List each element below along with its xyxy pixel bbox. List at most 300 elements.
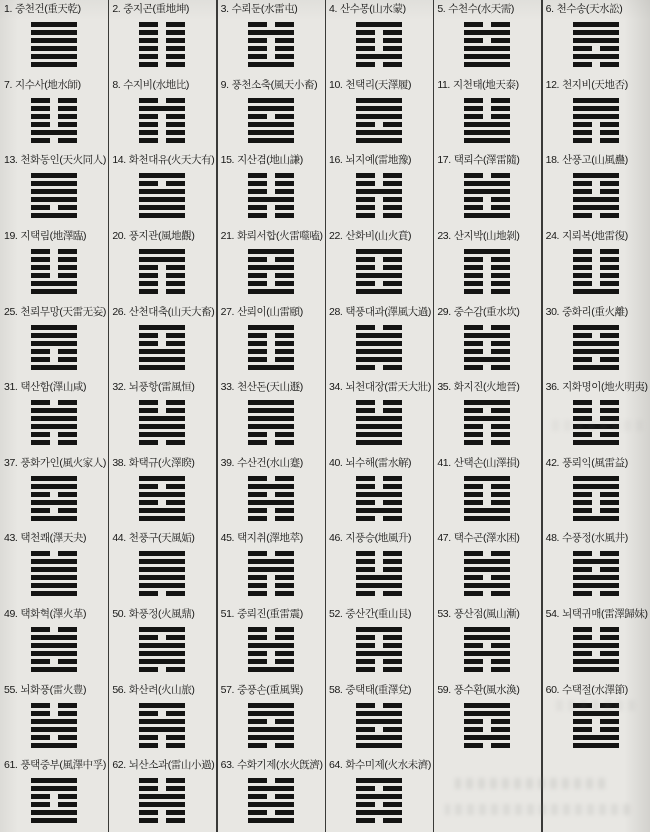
yin-line	[248, 333, 294, 338]
hexagram-number: 6.	[545, 3, 554, 15]
yang-line	[573, 54, 619, 59]
hexagram-figure	[573, 400, 619, 445]
yang-line	[31, 818, 77, 823]
yang-line	[464, 130, 510, 135]
yang-line	[464, 181, 510, 186]
yang-line	[31, 516, 77, 521]
yang-line	[464, 476, 510, 481]
hexagram-label	[108, 227, 216, 242]
yang-line	[356, 424, 402, 429]
yang-line	[356, 349, 402, 354]
yang-line	[356, 249, 402, 254]
hexagram-cell	[542, 605, 650, 681]
yin-line	[356, 476, 402, 481]
hexagram-cell	[0, 681, 108, 757]
hexagram-figure	[464, 22, 510, 67]
yin-line	[139, 54, 185, 59]
hexagram-label	[325, 529, 433, 544]
yin-line	[356, 551, 402, 556]
hexagram-figure	[139, 703, 185, 748]
hexagram-cell	[325, 76, 433, 152]
yin-line	[248, 659, 294, 664]
hexagram-label	[108, 756, 216, 771]
hexagram-name: 화산려(火山旅)	[128, 683, 195, 696]
hexagram-cell	[433, 454, 541, 530]
hexagram-label	[433, 76, 541, 91]
yang-line	[573, 440, 619, 445]
yang-line	[139, 794, 185, 799]
hexagram-label	[0, 756, 108, 771]
yang-line	[248, 325, 294, 330]
hexagram-number: 13.	[4, 154, 18, 167]
hexagram-figure	[464, 173, 510, 218]
yang-line	[248, 818, 294, 823]
hexagram-cell	[542, 303, 650, 379]
yang-line	[356, 98, 402, 103]
yin-line	[464, 106, 510, 111]
yin-line	[31, 98, 77, 103]
hexagram-figure	[31, 173, 77, 218]
yang-line	[31, 365, 77, 370]
yin-line	[139, 22, 185, 27]
yang-line	[139, 643, 185, 648]
yin-line	[139, 273, 185, 278]
yang-line	[139, 627, 185, 632]
yin-line	[356, 818, 402, 823]
yang-line	[464, 213, 510, 218]
yang-line	[464, 249, 510, 254]
hexagram-cell	[433, 227, 541, 303]
hexagram-figure	[356, 703, 402, 748]
hexagram-figure	[139, 400, 185, 445]
hexagram-number: 45.	[220, 532, 235, 545]
yang-line	[356, 575, 402, 580]
yang-line	[248, 735, 294, 740]
yin-line	[248, 516, 294, 521]
yang-line	[356, 719, 402, 724]
yin-line	[573, 508, 619, 513]
yin-line	[248, 257, 294, 262]
yang-line	[464, 416, 510, 421]
yin-line	[139, 341, 185, 346]
hexagram-number: 57.	[220, 683, 235, 696]
yang-line	[356, 651, 402, 656]
hexagram-figure	[31, 325, 77, 370]
hexagram-cell	[217, 454, 325, 530]
hexagram-number: 18.	[545, 154, 560, 167]
hexagram-name: 중화리(重火離)	[562, 305, 628, 318]
hexagram-name: 풍화가인(風火家人)	[20, 456, 106, 469]
yang-line	[573, 365, 619, 370]
yin-line	[356, 181, 402, 186]
hexagram-figure	[139, 173, 185, 218]
yang-line	[31, 197, 77, 202]
hexagram-figure	[356, 778, 402, 823]
hexagram-label	[0, 681, 108, 696]
hexagram-cell	[108, 151, 216, 227]
yang-line	[139, 727, 185, 732]
hexagram-figure	[573, 476, 619, 521]
yin-line	[356, 567, 402, 572]
hexagram-number: 46.	[329, 532, 343, 545]
hexagram-number: 7.	[4, 78, 12, 91]
column-divider	[541, 0, 543, 832]
yang-line	[31, 333, 77, 338]
hexagram-cell	[0, 0, 108, 76]
hexagram-cell	[0, 454, 108, 530]
yin-line	[573, 567, 619, 572]
yin-line	[248, 181, 294, 186]
hexagram-cell	[542, 378, 650, 454]
yin-line	[139, 281, 185, 286]
yin-line	[248, 440, 294, 445]
yin-line	[139, 265, 185, 270]
yang-line	[573, 325, 619, 330]
yin-line	[464, 719, 510, 724]
hexagram-number: 12.	[545, 78, 560, 91]
yin-line	[31, 205, 77, 210]
hexagram-number: 43.	[4, 532, 18, 545]
hexagram-label	[108, 76, 216, 91]
yin-line	[31, 440, 77, 445]
hexagram-name: 택지취(澤地萃)	[237, 532, 303, 545]
hexagram-name: 산풍고(山風蠱)	[562, 154, 628, 167]
yin-line	[356, 257, 402, 262]
yang-line	[356, 627, 402, 632]
hexagram-name: 수산건(水山蹇)	[237, 456, 303, 469]
yang-line	[31, 778, 77, 783]
hexagram-figure	[573, 627, 619, 672]
hexagram-number: 4.	[329, 3, 337, 15]
yang-line	[464, 559, 510, 564]
hexagram-name: 택뢰수(澤雷隨)	[453, 154, 520, 167]
yang-line	[573, 643, 619, 648]
yin-line	[464, 38, 510, 43]
yang-line	[139, 365, 185, 370]
yin-line	[464, 197, 510, 202]
yang-line	[31, 583, 77, 588]
hexagram-number: 60.	[545, 683, 560, 696]
hexagram-number: 25.	[4, 305, 18, 318]
hexagram-cell	[108, 303, 216, 379]
hexagram-label	[542, 227, 650, 242]
hexagram-cell	[325, 529, 433, 605]
hexagram-label	[542, 378, 650, 393]
yang-line	[464, 703, 510, 708]
yin-line	[31, 551, 77, 556]
hexagram-number: 56.	[112, 683, 126, 696]
yin-line	[248, 476, 294, 481]
yang-line	[31, 416, 77, 421]
yang-line	[464, 30, 510, 35]
yin-line	[464, 492, 510, 497]
yang-line	[573, 424, 619, 429]
hexagram-label	[325, 605, 433, 620]
hexagram-number: 44.	[112, 532, 126, 545]
yin-line	[31, 492, 77, 497]
hexagram-number: 1.	[4, 3, 12, 15]
yin-line	[248, 114, 294, 119]
hexagram-name: 화뢰서합(火雷噬嗑)	[237, 229, 323, 242]
hexagram-number: 50.	[112, 608, 126, 621]
yin-line	[31, 273, 77, 278]
yin-line	[356, 703, 402, 708]
yang-line	[464, 400, 510, 405]
yin-line	[573, 333, 619, 338]
yang-line	[139, 559, 185, 564]
hexagram-name: 뇌풍항(雷風恒)	[128, 381, 195, 394]
yang-line	[573, 341, 619, 346]
yin-line	[464, 349, 510, 354]
hexagram-number: 33.	[220, 381, 235, 394]
yin-line	[31, 400, 77, 405]
hexagram-name: 풍택중부(風澤中孚)	[20, 759, 106, 772]
yang-line	[31, 635, 77, 640]
yin-line	[464, 643, 510, 648]
yin-line	[573, 249, 619, 254]
hexagram-name: 지택림(地澤臨)	[20, 229, 87, 242]
yin-line	[31, 659, 77, 664]
yin-line	[248, 719, 294, 724]
yin-line	[573, 416, 619, 421]
yin-line	[464, 98, 510, 103]
hexagram-cell	[433, 303, 541, 379]
yin-line	[573, 400, 619, 405]
yin-line	[248, 583, 294, 588]
hexagram-label	[0, 529, 108, 544]
hexagram-cell	[542, 681, 650, 757]
yang-line	[31, 181, 77, 186]
yin-line	[464, 273, 510, 278]
hexagram-name: 지화명이(地火明夷)	[562, 381, 648, 394]
yin-line	[139, 786, 185, 791]
hexagram-name: 뇌택귀매(雷澤歸妹)	[562, 608, 648, 621]
yang-line	[248, 416, 294, 421]
hexagram-figure	[464, 476, 510, 521]
yang-line	[573, 38, 619, 43]
hexagram-name: 수지비(水地比)	[123, 78, 190, 91]
hexagram-label	[0, 76, 108, 91]
hexagram-cell	[217, 76, 325, 152]
yang-line	[139, 651, 185, 656]
yin-line	[139, 98, 185, 103]
hexagram-label	[217, 151, 325, 166]
yang-line	[573, 743, 619, 748]
yang-line	[139, 492, 185, 497]
yang-line	[356, 735, 402, 740]
yang-line	[464, 46, 510, 51]
yang-line	[464, 54, 510, 59]
yin-line	[573, 408, 619, 413]
hexagram-number: 64.	[329, 759, 343, 772]
yang-line	[248, 786, 294, 791]
yin-line	[573, 651, 619, 656]
yang-line	[31, 727, 77, 732]
hexagram-figure	[464, 98, 510, 143]
hexagram-label	[325, 0, 433, 15]
column-divider	[108, 0, 110, 832]
hexagram-number: 29.	[437, 305, 451, 318]
hexagram-figure	[573, 173, 619, 218]
yin-line	[573, 46, 619, 51]
yin-line	[139, 114, 185, 119]
hexagram-cell	[108, 76, 216, 152]
yin-line	[356, 62, 402, 67]
yang-line	[248, 559, 294, 564]
yin-line	[139, 62, 185, 67]
yang-line	[356, 440, 402, 445]
yang-line	[31, 476, 77, 481]
yin-line	[139, 818, 185, 823]
hexagram-number: 49.	[4, 608, 18, 621]
hexagram-label	[217, 76, 325, 91]
yang-line	[573, 735, 619, 740]
hexagram-number: 23.	[437, 229, 451, 242]
yin-line	[356, 559, 402, 564]
hexagram-figure	[248, 98, 294, 143]
hexagram-label	[542, 681, 650, 696]
hexagram-cell	[0, 756, 108, 832]
yin-line	[573, 273, 619, 278]
yang-line	[356, 289, 402, 294]
yin-line	[31, 114, 77, 119]
yang-line	[31, 62, 77, 67]
hexagram-number: 36.	[545, 381, 560, 394]
yin-line	[464, 727, 510, 732]
yang-line	[356, 743, 402, 748]
yin-line	[139, 484, 185, 489]
hexagram-label	[542, 529, 650, 544]
hexagram-cell	[0, 151, 108, 227]
yin-line	[573, 130, 619, 135]
yin-line	[139, 711, 185, 716]
yang-line	[31, 189, 77, 194]
yang-line	[139, 575, 185, 580]
yin-line	[31, 627, 77, 632]
yang-line	[248, 265, 294, 270]
hexagram-name: 풍지관(風地觀)	[128, 229, 195, 242]
hexagram-label	[433, 454, 541, 469]
yin-line	[248, 651, 294, 656]
hexagram-label	[542, 151, 650, 166]
yin-line	[573, 492, 619, 497]
yang-line	[248, 289, 294, 294]
hexagram-number: 39.	[220, 456, 235, 469]
yin-line	[356, 516, 402, 521]
hexagram-name: 택화혁(澤火革)	[20, 608, 87, 621]
hexagram-figure	[248, 778, 294, 823]
yang-line	[248, 500, 294, 505]
hexagram-figure	[31, 627, 77, 672]
yin-line	[248, 627, 294, 632]
yang-line	[248, 98, 294, 103]
hexagram-number: 16.	[329, 154, 343, 167]
yang-line	[464, 189, 510, 194]
yin-line	[464, 281, 510, 286]
hexagram-cell	[325, 378, 433, 454]
yin-line	[248, 341, 294, 346]
hexagram-number: 48.	[545, 532, 560, 545]
hexagram-name: 뇌산소과(雷山小過)	[128, 759, 215, 772]
hexagram-label	[217, 529, 325, 544]
yang-line	[31, 810, 77, 815]
yang-line	[248, 400, 294, 405]
yang-line	[248, 408, 294, 413]
hexagram-figure	[248, 476, 294, 521]
yang-line	[31, 325, 77, 330]
hexagram-cell	[433, 0, 541, 76]
hexagram-figure	[248, 627, 294, 672]
yang-line	[573, 98, 619, 103]
yang-line	[356, 22, 402, 27]
hexagram-figure	[356, 400, 402, 445]
yang-line	[464, 516, 510, 521]
yin-line	[464, 265, 510, 270]
hexagram-name: 천화동인(天火同人)	[20, 154, 106, 167]
yang-line	[139, 205, 185, 210]
yang-line	[248, 30, 294, 35]
hexagram-name: 산택손(山澤損)	[453, 456, 520, 469]
yin-line	[356, 265, 402, 270]
hexagram-label	[325, 454, 433, 469]
yang-line	[573, 476, 619, 481]
hexagram-figure	[31, 476, 77, 521]
hexagram-label	[542, 76, 650, 91]
yin-line	[248, 810, 294, 815]
hexagram-label	[0, 454, 108, 469]
yang-line	[464, 122, 510, 127]
yang-line	[356, 508, 402, 513]
hexagram-number: 15.	[220, 154, 235, 167]
yang-line	[31, 567, 77, 572]
yin-line	[139, 591, 185, 596]
yin-line	[464, 591, 510, 596]
hexagram-figure	[464, 551, 510, 596]
yin-line	[31, 106, 77, 111]
yin-line	[31, 122, 77, 127]
hexagram-name: 택수곤(澤水困)	[453, 532, 520, 545]
yang-line	[573, 289, 619, 294]
hexagram-number: 10.	[329, 78, 343, 91]
yang-line	[573, 173, 619, 178]
hexagram-figure	[573, 325, 619, 370]
hexagram-name: 산지박(山地剝)	[453, 229, 520, 242]
yang-line	[139, 357, 185, 362]
yin-line	[31, 711, 77, 716]
hexagram-label	[217, 0, 325, 15]
yang-line	[31, 424, 77, 429]
hexagram-cell	[108, 756, 216, 832]
yin-line	[248, 281, 294, 286]
yin-line	[31, 508, 77, 513]
hexagram-cell	[325, 303, 433, 379]
hexagram-number: 62.	[112, 759, 126, 772]
yin-line	[248, 273, 294, 278]
yin-line	[573, 213, 619, 218]
yin-line	[248, 591, 294, 596]
hexagram-cell	[325, 454, 433, 530]
hexagram-name: 풍수환(風水渙)	[453, 683, 520, 696]
hexagram-label	[325, 681, 433, 696]
hexagram-figure	[248, 173, 294, 218]
yin-line	[139, 181, 185, 186]
yang-line	[573, 114, 619, 119]
yang-line	[464, 711, 510, 716]
hexagram-name: 천풍구(天風姤)	[128, 532, 195, 545]
yin-line	[573, 727, 619, 732]
hexagram-figure	[31, 400, 77, 445]
yang-line	[139, 802, 185, 807]
